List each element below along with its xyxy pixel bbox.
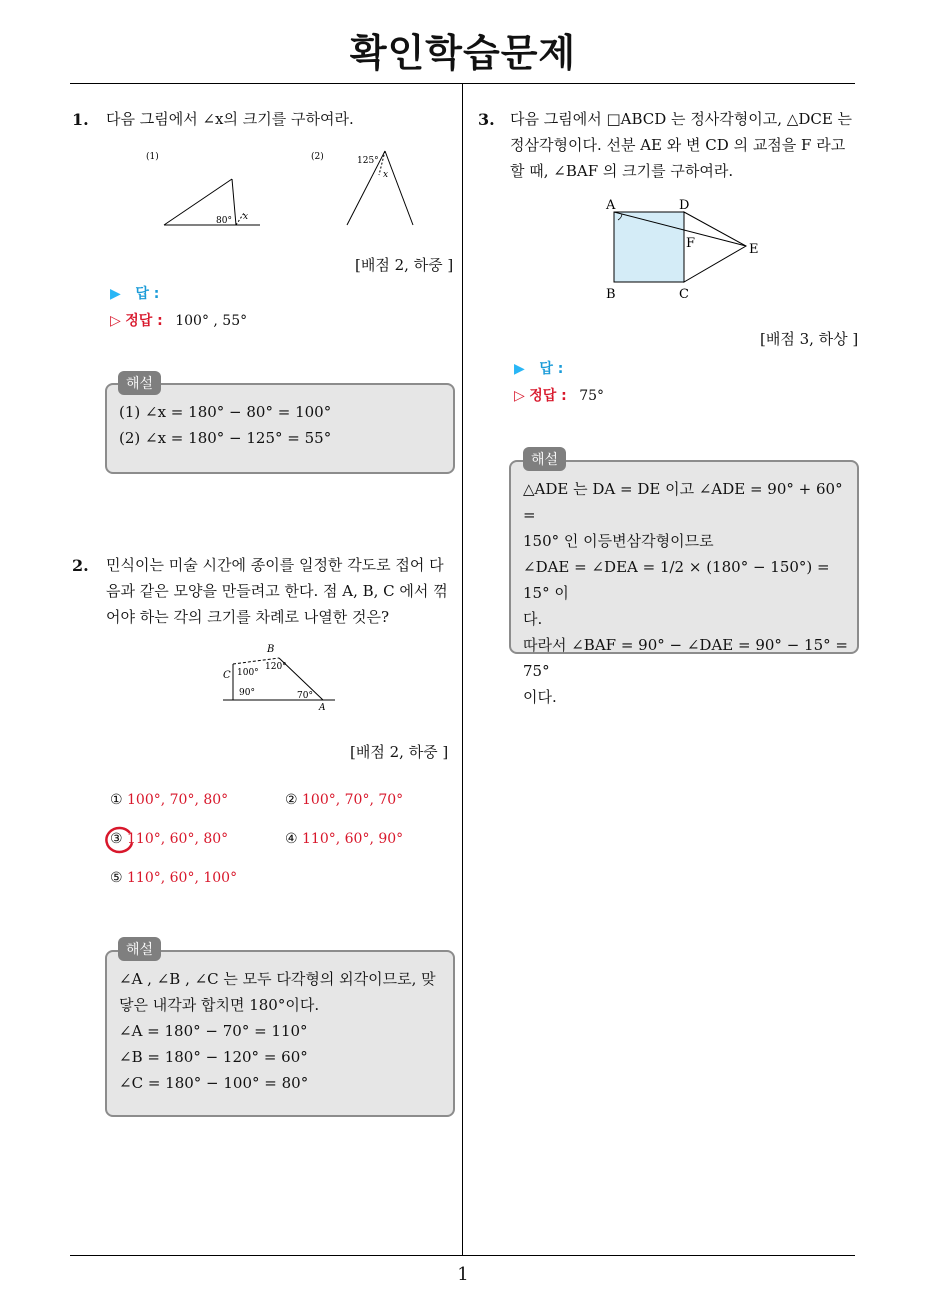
q1-fig1-label: (1) (146, 152, 159, 162)
correct-arrow-icon: ▷ (514, 388, 525, 404)
choice-value: 100°, 70°, 70° (302, 792, 404, 808)
q3-label-B: B (606, 287, 616, 302)
q2-angle-90: 90° (239, 688, 255, 698)
q3-sol-line: 다. (523, 610, 543, 628)
choice-number: ① (110, 792, 123, 808)
q2-sol-line: ∠C = 180° − 100° = 80° (119, 1074, 309, 1092)
q2-solution-content (119, 966, 436, 1096)
q2-text-line: 어야 하는 각의 크기를 차례로 나열한 것은? (106, 608, 389, 626)
q3-sol-line: 이다. (523, 688, 557, 706)
choice-value: 100°, 70°, 80° (127, 792, 229, 808)
q2-choice-2[interactable] (285, 792, 403, 808)
q1-correct-label: 정답 : (125, 313, 163, 329)
q2-sol-line: ∠A , ∠B , ∠C 는 모두 다각형의 외각이므로, 맞 (119, 970, 436, 988)
q3-text-line: 정삼각형이다. 선분 AE 와 변 CD 의 교점을 F 라고 (510, 136, 846, 154)
q1-sol-line: (1) ∠x = 180° − 80° = 100° (119, 403, 332, 421)
q2-text (106, 552, 456, 630)
q3-sol-line: ∠DAE = ∠DEA = 1/2 × (180° − 150°) = 15° 이 (523, 558, 830, 602)
column-divider (462, 83, 463, 1255)
q3-correct-label: 정답 : (529, 388, 567, 404)
q3-label-A: A (606, 198, 616, 213)
q1-sol-line: (2) ∠x = 180° − 125° = 55° (119, 429, 332, 447)
answer-arrow-icon: ▶ (514, 361, 525, 377)
q3-sol-line: 따라서 ∠BAF = 90° − ∠DAE = 90° − 15° = 75° (523, 636, 848, 680)
q3-correct-row (514, 385, 604, 405)
q1-answer-row (110, 283, 159, 303)
q2-figure (215, 638, 345, 710)
q2-text-line: 민식이는 미술 시간에 종이를 일정한 각도로 접어 다 (106, 556, 444, 574)
q2-angle-120: 120° (265, 662, 287, 672)
q2-solution-tag: 해설 (118, 937, 161, 961)
q2-label-A: A (319, 703, 326, 710)
q3-solution-content (523, 476, 857, 710)
q1-correct-row (110, 310, 247, 330)
q1-fig1-var: x (243, 212, 249, 222)
correct-arrow-icon: ▷ (110, 313, 121, 329)
q2-sol-line: ∠A = 180° − 70° = 110° (119, 1022, 308, 1040)
answer-arrow-icon: ▶ (110, 286, 121, 302)
q1-fig2-var: x (383, 170, 389, 180)
page-title: 확인학습문제 (349, 31, 577, 75)
choice-number: ⑤ (110, 870, 123, 886)
q3-label-D: D (679, 198, 690, 213)
q1-fig1-angle: 80° (216, 216, 232, 226)
q1-correct-value: 100° , 55° (175, 313, 248, 329)
q3-label-E: E (749, 242, 759, 257)
choice-value: 110°, 60°, 100° (127, 870, 238, 886)
q3-answer-row (514, 358, 563, 378)
q3-sol-line: △ADE 는 DA = DE 이고 ∠ADE = 90° + 60° = (523, 480, 843, 524)
q3-label-C: C (679, 287, 689, 302)
q1-fig2-angle: 125° (357, 156, 379, 166)
q1-figure-1 (140, 145, 270, 235)
q2-angle-70: 70° (297, 691, 313, 701)
q2-choice-1[interactable] (110, 792, 228, 808)
q3-text (510, 106, 860, 184)
q2-solution-box (105, 950, 455, 1117)
q1-answer-label: 답 : (135, 286, 160, 302)
q3-answer-label: 답 : (539, 361, 564, 377)
correct-choice-circle-icon (102, 823, 136, 855)
q1-text: 다음 그림에서 ∠x의 크기를 구하여라. (106, 110, 354, 128)
q1-figure-2 (305, 145, 435, 235)
choice-number: ② (285, 792, 298, 808)
choice-value: 110°, 60°, 80° (127, 831, 229, 847)
q2-sol-line: 닿은 내각과 합치면 180°이다. (119, 996, 320, 1014)
q1-meta: [배점 2, 하중 ] (355, 256, 454, 274)
choice-value: 110°, 60°, 90° (302, 831, 404, 847)
q2-text-line: 음과 같은 모양을 만들려고 한다. 점 A, B, C 에서 꺾 (106, 582, 448, 600)
q1-number: 1. (72, 110, 89, 129)
q3-correct-value: 75° (579, 388, 605, 404)
q3-text-line: 할 때, ∠BAF 의 크기를 구하여라. (510, 162, 734, 180)
q1-solution-tag: 해설 (118, 371, 161, 395)
q1-fig2-label: (2) (311, 152, 324, 162)
q2-choice-5[interactable] (110, 870, 237, 886)
q3-sol-line: 150° 인 이등변삼각형이므로 (523, 532, 714, 550)
footer-rule (70, 1255, 855, 1256)
choice-number: ③ (110, 831, 123, 847)
q3-label-F: F (686, 236, 696, 251)
choice-number: ④ (285, 831, 298, 847)
q3-solution-box (509, 460, 859, 706)
q2-number: 2. (72, 556, 89, 575)
q2-label-C: C (223, 670, 231, 681)
q3-meta: [배점 3, 하상 ] (760, 330, 859, 348)
q2-choice-4[interactable] (285, 831, 403, 847)
q2-meta: [배점 2, 하중 ] (350, 743, 449, 761)
q2-sol-line: ∠B = 180° − 120° = 60° (119, 1048, 308, 1066)
q3-text-line: 다음 그림에서 □ABCD 는 정사각형이고, △DCE 는 (510, 110, 853, 128)
q3-number: 3. (478, 110, 495, 129)
q1-solution-box (105, 383, 455, 474)
q1-solution-content (119, 399, 331, 451)
q3-solution-tag: 해설 (523, 447, 566, 471)
q2-label-B: B (267, 644, 275, 655)
q2-angle-100: 100° (237, 668, 259, 678)
page-number: 1 (457, 1264, 469, 1285)
q3-figure (598, 190, 778, 310)
